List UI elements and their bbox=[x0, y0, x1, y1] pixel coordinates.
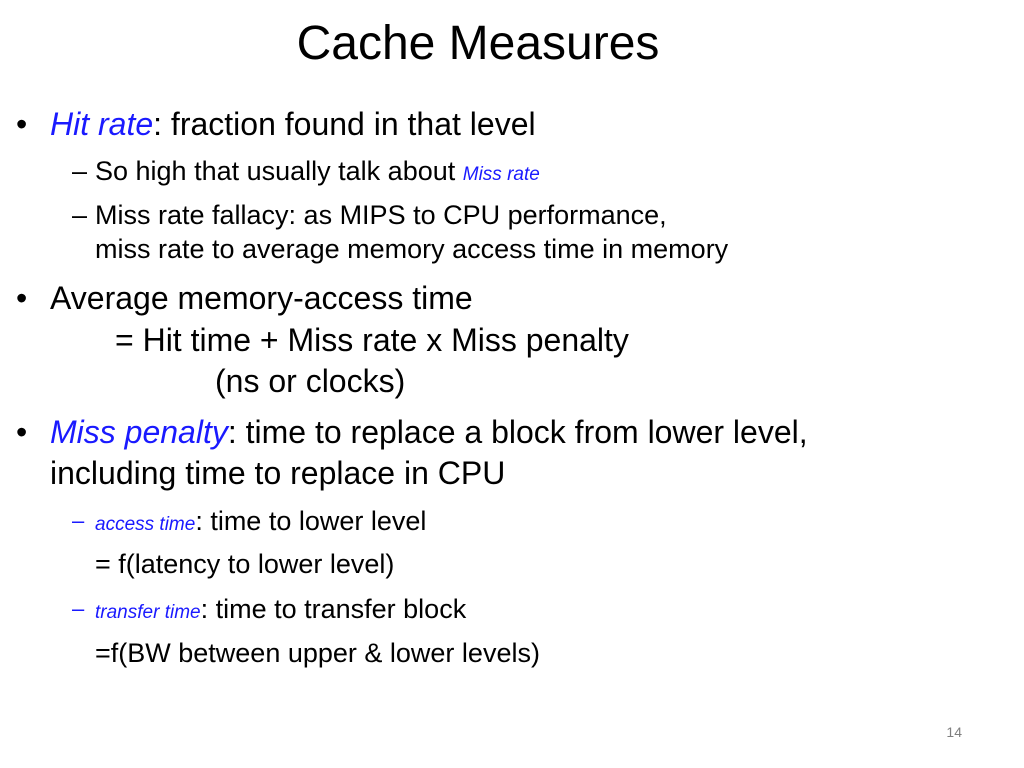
sub-bullet-fallacy-line1: Miss rate fallacy: as MIPS to CPU performance, bbox=[95, 200, 667, 230]
access-time-formula: = f(latency to lower level) bbox=[95, 549, 395, 579]
sub-bullet-transfer-time bbox=[95, 592, 466, 630]
sub-bullet-miss-rate bbox=[95, 154, 540, 192]
dash-marker: – bbox=[72, 200, 88, 230]
bullet-miss-penalty bbox=[50, 412, 808, 452]
term-access-time: access time bbox=[95, 514, 196, 535]
transfer-time-formula: =f(BW between upper & lower levels) bbox=[95, 638, 540, 668]
slide-title: Cache Measures bbox=[296, 17, 660, 70]
bullet-amat-line1: Average memory-access time bbox=[50, 280, 473, 316]
term-transfer-time: transfer time bbox=[95, 602, 201, 623]
hit-rate-definition: : fraction found in that level bbox=[153, 106, 536, 142]
access-time-definition: : time to lower level bbox=[195, 506, 427, 536]
dash-marker: – bbox=[72, 156, 88, 186]
bullet-hit-rate bbox=[50, 104, 536, 144]
dash-marker: – bbox=[72, 508, 85, 533]
dash-marker: – bbox=[72, 596, 85, 621]
transfer-time-definition: : time to transfer block bbox=[200, 594, 467, 624]
sub-bullet-access-time bbox=[95, 504, 426, 542]
miss-penalty-line2: including time to replace in CPU bbox=[50, 455, 506, 491]
miss-penalty-definition: : time to replace a block from lower level, bbox=[227, 414, 808, 450]
bullet-marker: • bbox=[16, 414, 28, 450]
term-hit-rate: Hit rate bbox=[50, 106, 154, 142]
bullet-amat-formula: = Hit time + Miss rate x Miss penalty bbox=[115, 322, 629, 358]
bullet-marker: • bbox=[16, 280, 28, 316]
term-miss-rate: Miss rate bbox=[462, 164, 540, 185]
bullet-amat-units: (ns or clocks) bbox=[215, 363, 406, 399]
bullet-marker: • bbox=[16, 106, 28, 142]
sub-bullet-fallacy-line2: miss rate to average memory access time in memory bbox=[95, 234, 729, 264]
term-miss-penalty: Miss penalty bbox=[50, 414, 228, 450]
page-number: 14 bbox=[946, 724, 962, 740]
sub-bullet-text: So high that usually talk about bbox=[95, 156, 463, 186]
